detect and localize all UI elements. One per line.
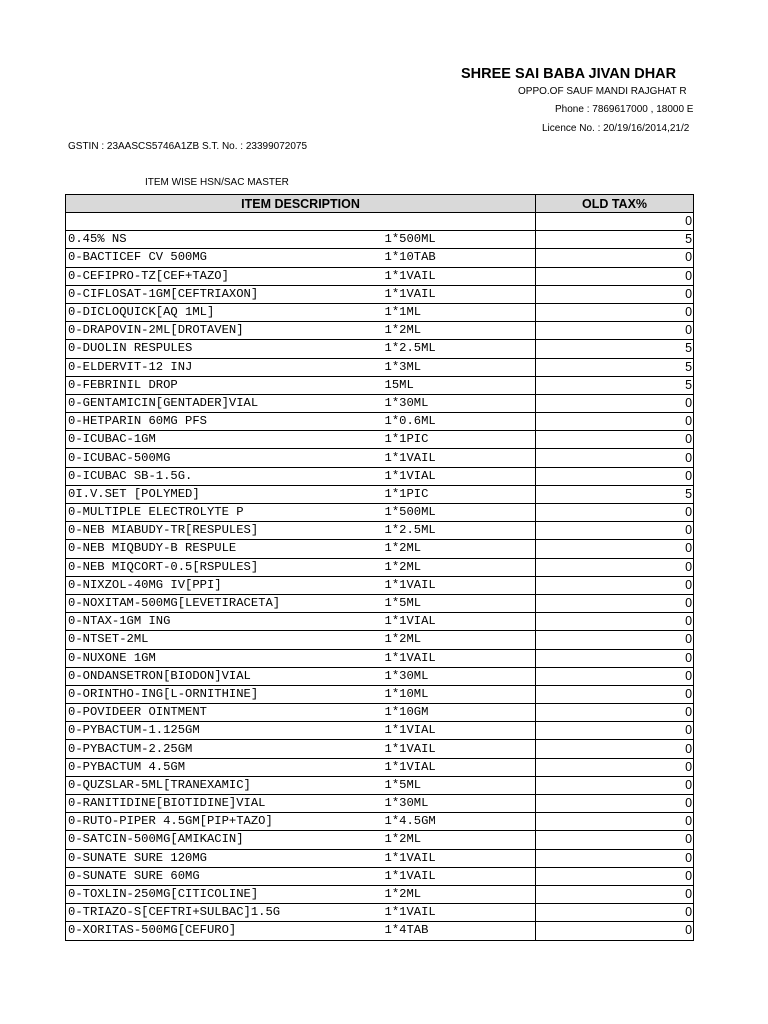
table-row [66,267,694,285]
table-header-row [66,195,694,213]
item-pack-size: 1*30ML [383,795,536,813]
item-pack-size: 1*500ML [383,504,536,522]
item-old-tax: 0 [536,558,694,576]
item-old-tax: 0 [536,885,694,903]
item-old-tax: 0 [536,249,694,267]
table-row [66,631,694,649]
item-old-tax: 0 [536,631,694,649]
item-old-tax: 0 [536,576,694,594]
item-pack-size: 1*1VAIL [383,904,536,922]
item-pack-size: 1*30ML [383,667,536,685]
item-pack-size: 1*10GM [383,704,536,722]
item-old-tax: 0 [536,431,694,449]
table-row [66,413,694,431]
item-pack-size: 1*10ML [383,685,536,703]
company-phone: Phone : 7869617000 , 18000 E [555,104,694,115]
item-old-tax: 0 [536,303,694,321]
item-description: 0-CEFIPRO-TZ[CEF+TAZO] [66,267,383,285]
item-old-tax: 0 [536,540,694,558]
table-row [66,322,694,340]
item-description: 0-HETPARIN 60MG PFS [66,413,383,431]
item-pack-size: 1*5ML [383,776,536,794]
item-old-tax: 0 [536,758,694,776]
table-row [66,213,694,231]
item-pack-size: 1*1VAIL [383,285,536,303]
item-pack-size: 1*0.6ML [383,413,536,431]
item-old-tax: 0 [536,740,694,758]
item-pack-size: 1*2.5ML [383,522,536,540]
table-row [66,285,694,303]
item-pack-size: 1*1VIAL [383,758,536,776]
item-pack-size: 1*10TAB [383,249,536,267]
item-description: 0-ICUBAC-500MG [66,449,383,467]
table-row [66,922,694,940]
table-row [66,340,694,358]
item-description: 0-NOXITAM-500MG[LEVETIRACETA] [66,594,383,612]
table-row [66,576,694,594]
table-row [66,795,694,813]
item-description: 0-CIFLOSAT-1GM[CEFTRIAXON] [66,285,383,303]
item-pack-size: 1*2ML [383,885,536,903]
item-old-tax: 0 [536,613,694,631]
item-pack-size: 1*5ML [383,594,536,612]
item-old-tax: 0 [536,449,694,467]
item-description: 0-FEBRINIL DROP [66,376,383,394]
item-pack-size: 1*1VIAL [383,722,536,740]
item-description: 0-RANITIDINE[BIOTIDINE]VIAL [66,795,383,813]
item-pack-size: 1*1VAIL [383,267,536,285]
item-old-tax: 0 [536,704,694,722]
table-row [66,776,694,794]
item-description: 0-PYBACTUM 4.5GM [66,758,383,776]
item-description: 0-ONDANSETRON[BIODON]VIAL [66,667,383,685]
item-pack-size: 1*1VAIL [383,740,536,758]
item-description: 0-NUXONE 1GM [66,649,383,667]
item-old-tax: 0 [536,813,694,831]
item-description: 0-POVIDEER OINTMENT [66,704,383,722]
item-description: 0-TRIAZO-S[CEFTRI+SULBAC]1.5G [66,904,383,922]
table-row [66,831,694,849]
item-pack-size: 1*1PIC [383,485,536,503]
item-description: 0-RUTO-PIPER 4.5GM[PIP+TAZO] [66,813,383,831]
table-row [66,249,694,267]
item-old-tax: 0 [536,594,694,612]
item-old-tax: 0 [536,504,694,522]
item-pack-size: 1*2ML [383,831,536,849]
item-description: 0-XORITAS-500MG[CEFURO] [66,922,383,940]
item-old-tax: 0 [536,322,694,340]
item-description: 0-NEB MIABUDY-TR[RESPULES] [66,522,383,540]
item-pack-size: 1*500ML [383,231,536,249]
table-row [66,667,694,685]
item-pack-size: 1*2ML [383,631,536,649]
item-pack-size: 1*30ML [383,394,536,412]
item-pack-size: 1*1VAIL [383,849,536,867]
table-row [66,722,694,740]
table-row [66,394,694,412]
table-row [66,594,694,612]
item-description: 0I.V.SET [POLYMED] [66,485,383,503]
table-row [66,885,694,903]
table-row [66,504,694,522]
table-row [66,358,694,376]
item-old-tax: 0 [536,413,694,431]
item-pack-size: 1*1VAIL [383,867,536,885]
item-description: 0-MULTIPLE ELECTROLYTE P [66,504,383,522]
item-pack-size: 1*2ML [383,558,536,576]
table-row [66,649,694,667]
item-pack-size: 1*2ML [383,322,536,340]
item-old-tax: 0 [536,776,694,794]
item-pack-size: 1*1VAIL [383,576,536,594]
item-old-tax: 5 [536,340,694,358]
item-old-tax: 0 [536,213,694,231]
item-pack-size [383,213,536,231]
item-table [65,194,694,941]
item-description: 0-BACTICEF CV 500MG [66,249,383,267]
table-row [66,485,694,503]
item-description: 0-DUOLIN RESPULES [66,340,383,358]
item-description: 0.45% NS [66,231,383,249]
item-pack-size: 1*4.5GM [383,813,536,831]
item-pack-size: 1*1ML [383,303,536,321]
company-gstin: GSTIN : 23AASCS5746A1ZB S.T. No. : 23399072075 [68,141,308,152]
table-row [66,813,694,831]
item-description: 0-NEB MIQCORT-0.5[RSPULES] [66,558,383,576]
item-pack-size: 1*2.5ML [383,340,536,358]
item-description: 0-SUNATE SURE 60MG [66,867,383,885]
table-row [66,449,694,467]
company-name: SHREE SAI BABA JIVAN DHAR [461,66,677,82]
item-old-tax: 0 [536,831,694,849]
item-old-tax: 0 [536,867,694,885]
item-description: 0-ICUBAC-1GM [66,431,383,449]
item-pack-size: 1*1VAIL [383,649,536,667]
table-row [66,303,694,321]
item-old-tax: 0 [536,904,694,922]
item-old-tax: 5 [536,231,694,249]
item-pack-size: 1*1PIC [383,431,536,449]
item-description: 0-ICUBAC SB-1.5G. [66,467,383,485]
table-row [66,522,694,540]
table-row [66,849,694,867]
item-description: 0-TOXLIN-250MG[CITICOLINE] [66,885,383,903]
item-description: 0-QUZSLAR-5ML[TRANEXAMIC] [66,776,383,794]
item-description: 0-NTSET-2ML [66,631,383,649]
table-row [66,231,694,249]
item-old-tax: 0 [536,722,694,740]
table-row [66,904,694,922]
item-old-tax: 0 [536,394,694,412]
table-row [66,431,694,449]
item-old-tax: 0 [536,285,694,303]
table-row [66,704,694,722]
item-description: 0-NIXZOL-40MG IV[PPI] [66,576,383,594]
item-description: 0-NTAX-1GM ING [66,613,383,631]
table-body [66,213,694,941]
item-old-tax: 0 [536,667,694,685]
item-old-tax: 5 [536,485,694,503]
item-pack-size: 15ML [383,376,536,394]
company-licence: Licence No. : 20/19/16/2014,21/2 [542,123,690,134]
table-row [66,558,694,576]
column-header-old-tax: OLD TAX% [536,195,694,213]
item-description: 0-ORINTHO-ING[L-ORNITHINE] [66,685,383,703]
item-old-tax: 5 [536,376,694,394]
item-description: 0-PYBACTUM-1.125GM [66,722,383,740]
item-old-tax: 0 [536,922,694,940]
item-description [66,213,383,231]
item-pack-size: 1*4TAB [383,922,536,940]
item-description: 0-DRAPOVIN-2ML[DROTAVEN] [66,322,383,340]
item-description: 0-NEB MIQBUDY-B RESPULE [66,540,383,558]
table-row [66,685,694,703]
item-old-tax: 0 [536,795,694,813]
table-row [66,758,694,776]
report-title: ITEM WISE HSN/SAC MASTER [145,177,289,188]
table-row [66,540,694,558]
table-row [66,740,694,758]
item-pack-size: 1*3ML [383,358,536,376]
item-old-tax: 0 [536,267,694,285]
item-description: 0-SUNATE SURE 120MG [66,849,383,867]
item-old-tax: 0 [536,522,694,540]
item-pack-size: 1*1VAIL [383,449,536,467]
item-description: 0-GENTAMICIN[GENTADER]VIAL [66,394,383,412]
item-description: 0-SATCIN-500MG[AMIKACIN] [66,831,383,849]
item-description: 0-DICLOQUICK[AQ 1ML] [66,303,383,321]
item-pack-size: 1*1VIAL [383,613,536,631]
column-header-description: ITEM DESCRIPTION [66,195,536,213]
item-old-tax: 0 [536,685,694,703]
item-description: 0-ELDERVIT-12 INJ [66,358,383,376]
item-old-tax: 0 [536,649,694,667]
table-row [66,376,694,394]
table-row [66,613,694,631]
item-pack-size: 1*1VIAL [383,467,536,485]
table-row [66,867,694,885]
item-pack-size: 1*2ML [383,540,536,558]
item-description: 0-PYBACTUM-2.25GM [66,740,383,758]
table-row [66,467,694,485]
item-old-tax: 0 [536,849,694,867]
company-address: OPPO.OF SAUF MANDI RAJGHAT R [518,86,687,97]
item-old-tax: 5 [536,358,694,376]
item-old-tax: 0 [536,467,694,485]
